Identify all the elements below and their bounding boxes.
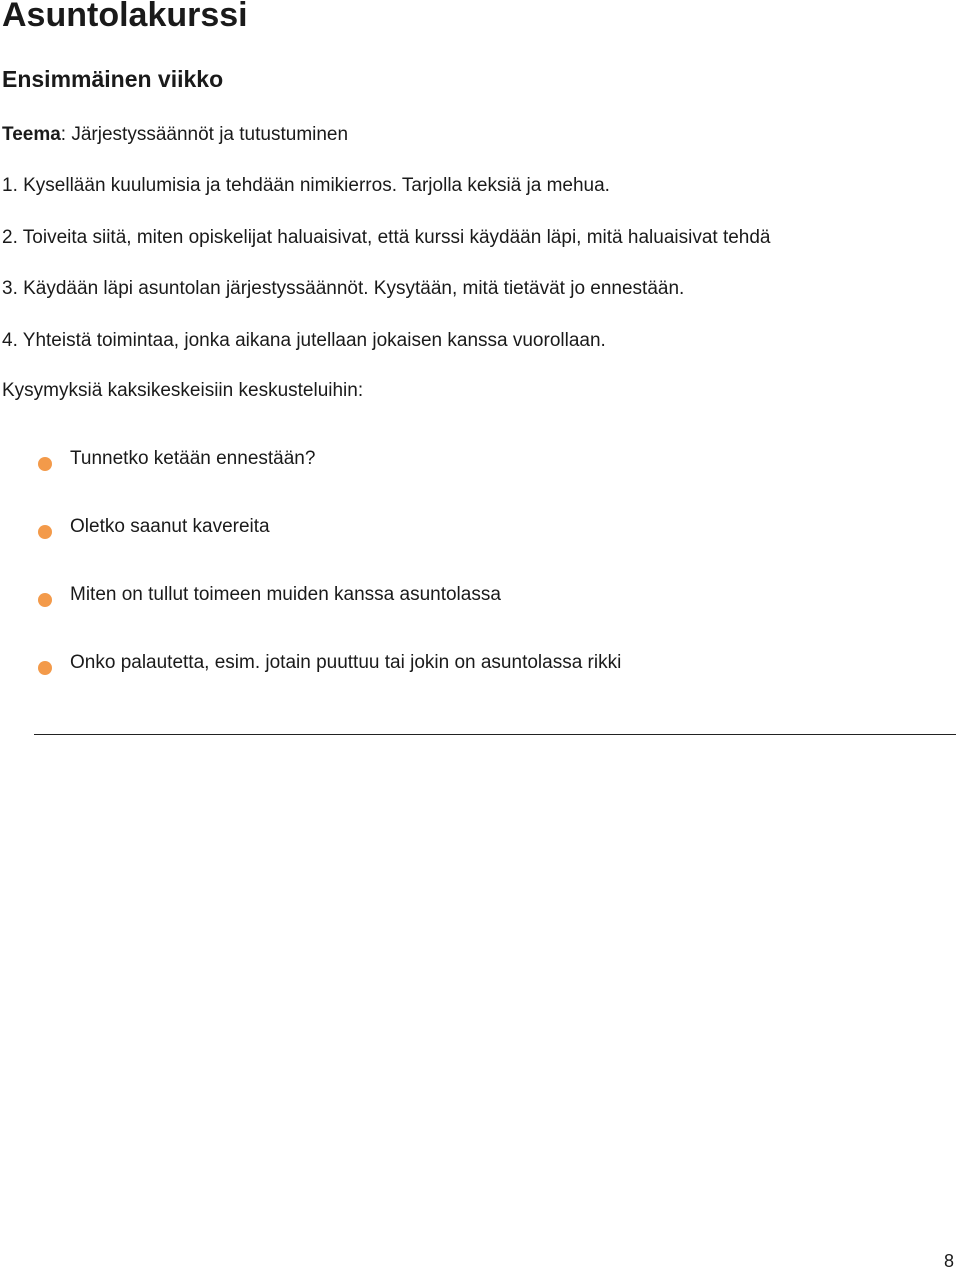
bullet-dot-icon [38,457,52,471]
question-text: Oletko saanut kavereita [70,516,270,537]
theme-value: Järjestyssäännöt ja tutustuminen [66,124,349,145]
page-number: 8 [943,1251,954,1271]
question-text: Miten on tullut toimeen muiden kanssa asuntolassa [70,584,501,605]
horizontal-rule [34,734,956,735]
questions-intro: Kysymyksiä kaksikeskeisiin keskusteluihin: [2,380,364,401]
question-text: Tunnetko ketään ennestään? [70,448,316,469]
theme-separator: : [60,124,67,145]
theme-line [2,124,348,146]
step-4: 4. Yhteistä toimintaa, jonka aikana jutellaan jokaisen kanssa vuorollaan. [2,330,606,351]
step-3: 3. Käydään läpi asuntolan järjestyssäännöt. Kysytään, mitä tietävät jo ennestään. [2,278,685,299]
bullet-dot-icon [38,661,52,675]
page-title: Asuntolakurssi [2,0,248,34]
bullet-dot-icon [38,593,52,607]
theme-label: Teema [2,124,61,145]
bullet-dot-icon [38,525,52,539]
step-2: 2. Toiveita siitä, miten opiskelijat haluaisivat, että kurssi käydään läpi, mitä haluaisivat tehdä [2,227,771,248]
question-text: Onko palautetta, esim. jotain puuttuu tai jokin on asuntolassa rikki [70,652,622,673]
section-heading: Ensimmäinen viikko [2,66,224,92]
step-1: 1. Kysellään kuulumisia ja tehdään nimikierros. Tarjolla keksiä ja mehua. [2,175,610,196]
